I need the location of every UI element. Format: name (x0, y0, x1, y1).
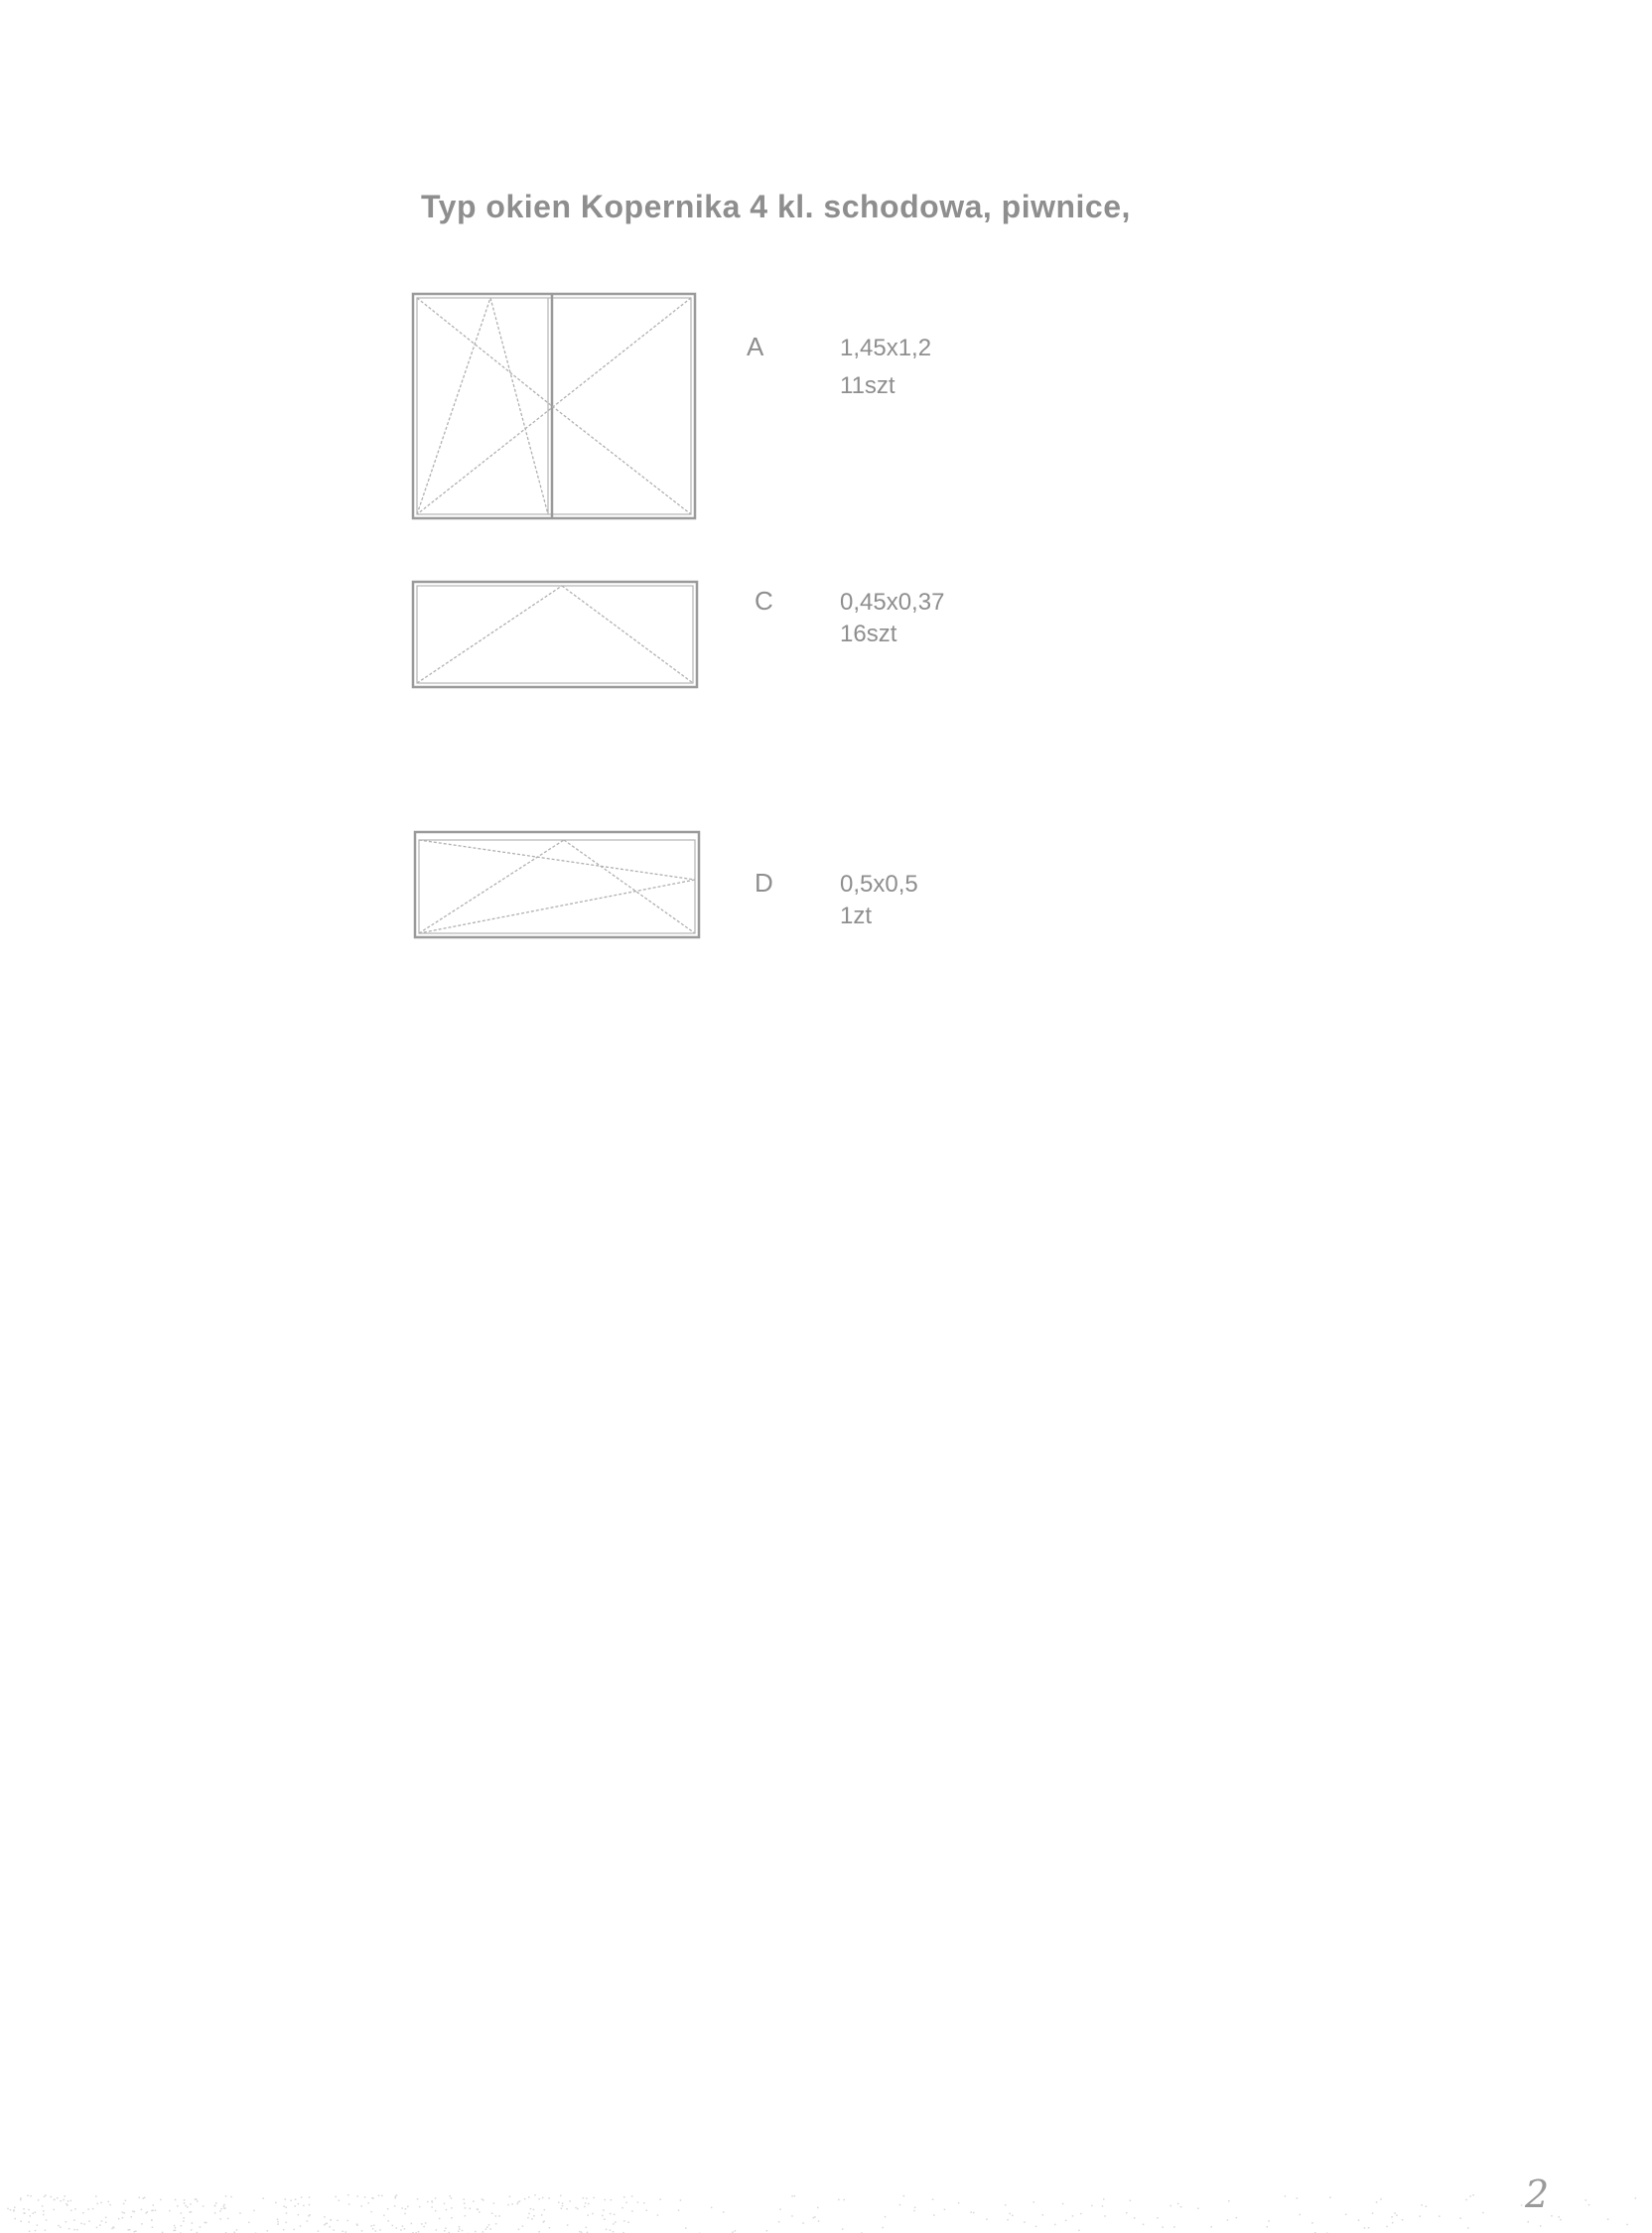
window-c-type: C (755, 586, 773, 616)
window-a-size: 1,45x1,2 (840, 335, 932, 361)
window-a-quantity: 11szt (840, 372, 895, 399)
window-d-type: D (755, 868, 773, 898)
scan-noise (0, 2194, 1652, 2233)
page-number: 2 (1525, 2172, 1550, 2216)
document-title: Typ okien Kopernika 4 kl. schodowa, piwnice, (421, 189, 1131, 224)
window-a-drawing (411, 292, 699, 522)
window-c-quantity: 16szt (840, 621, 897, 647)
window-d-drawing (413, 830, 701, 941)
window-d-quantity: 1zt (840, 903, 873, 929)
window-c-size: 0,45x0,37 (840, 589, 945, 616)
window-d-size: 0,5x0,5 (840, 871, 918, 898)
window-c-drawing (411, 580, 699, 691)
window-a-type: A (747, 332, 764, 361)
